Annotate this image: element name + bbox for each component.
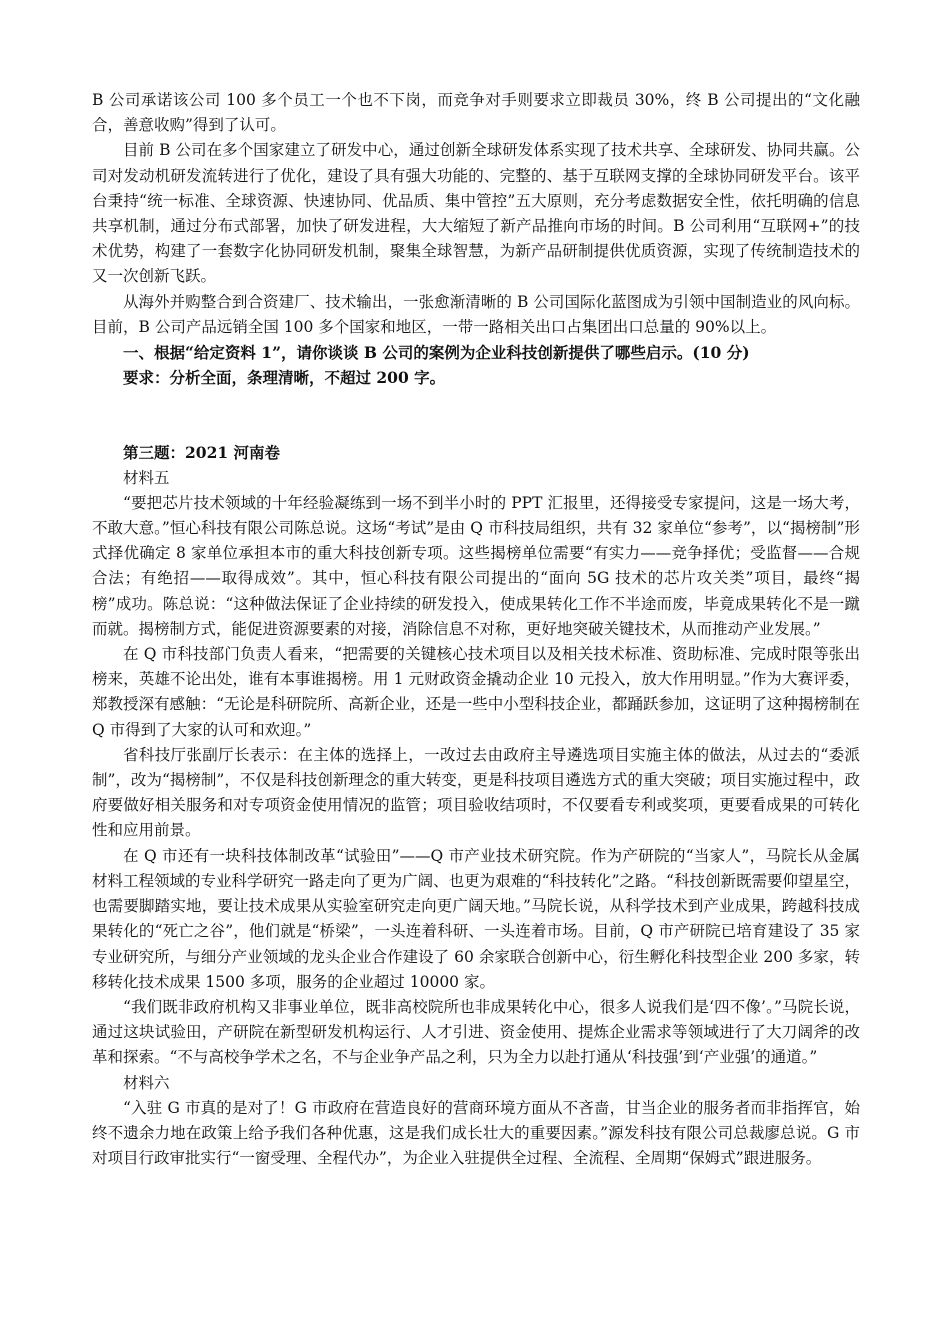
question-1-requirement: 要求：分析全面，条理清晰，不超过 200 字。 [123, 368, 446, 388]
question-1: 一、根据“给定资料 1”，请你谈谈 B 公司的案例为企业科技创新提供了哪些启示。(10 分) [123, 343, 750, 363]
paragraph-b-commitment: B 公司承诺该公司 100 多个员工一个也不下岗，而竞争对手则要求立即裁员 30%，终 B 公司提出的“文化融合，善意收购”得到了认可。 [92, 91, 860, 135]
material-5-paragraph-2: 在 Q 市科技部门负责人看来，“把需要的关键核心技术项目以及相关技术标准、资助标准、完成时限等张出榜来，英雄不论出处，谁有本事谁揭榜。用 1 元财政资金撬动企业 10 元投入，放大作用明显。”作为大赛评委，郑教授深有感触：“无论是科研院所、高新企业，还是一些中小型科技企业，都踊跃参加，这证明了这种揭榜制在 Q 市得到了大家的认可和欢迎。” [92, 645, 860, 739]
material-5-paragraph-5: “我们既非政府机构又非事业单位，既非高校院所也非成果转化中心，很多人说我们是‘四不像’。”马院长说，通过这块试验田，产研院在新型研发机构运行、人才引进、资金使用、提炼企业需求等领域进行了大刀阔斧的改革和探索。“不与高校争学术之名，不与企业争产品之利，只为全力以赴打通从‘科技强’到‘产业强’的通道。” [92, 997, 860, 1067]
material-5-paragraph-3: 省科技厅张副厅长表示：在主体的选择上，一改过去由政府主导遴选项目实施主体的做法，从过去的“委派制”，改为“揭榜制”，不仅是科技创新理念的重大转变，更是科技项目遴选方式的重大突破；项目实施过程中，政府要做好相关服务和对专项资金使用情况的监管；项目验收结项时，不仅要看专利或奖项，更要看成果的可转化性和应用前景。 [92, 745, 860, 840]
material-5-paragraph-1: “要把芯片技术领域的十年经验凝练到一场不到半小时的 PPT 汇报里，还得接受专家提问，这是一场大考，不敢大意。”恒心科技有限公司陈总说。这场“考试”是由 Q 市科技局组织，共有 32 家单位“参考”，以“揭榜制”形式择优确定 8 家单位承担本市的重大科技创新专项。这些揭榜单位需要“有实力——竞争择优；受监督——合规合法；有绝招——取得成效”。其中，恒心科技有限公司提出的“面向 5G 技术的芯片攻关类”项目，最终“揭榜”成功。陈总说：“这种做法保证了企业持续的研发投入，使成果转化工作不半途而废，毕竟成果转化不是一蹴而就。揭榜制方式，能促进资源要素的对接，消除信息不对称，更好地突破关键技术，从而推动产业发展。” [92, 493, 860, 638]
material-5-label: 材料五 [123, 468, 170, 487]
section-spacer [92, 390, 860, 440]
paragraph-b-rnd: 目前 B 公司在多个国家建立了研发中心，通过创新全球研发体系实现了技术共享、全球研发、协同共赢。公司对发动机研发流转进行了优化，建设了具有强大功能的、完整的、基于互联网支撑的全球协同研发平台。该平台秉持“统一标准、全球资源、快速协同、优品质、集中管控”五大原则，充分考虑数据安全性，依托明确的信息共享机制，通过分布式部署，加快了研发进程，大大缩短了新产品推向市场的时间。B 公司利用“互联网+”的技术优势，构建了一套数字化协同研发机制，聚集全球智慧，为新产品研制提供优质资源，实现了传统制造技术的又一次创新飞跃。 [92, 141, 860, 286]
material-5-paragraph-4: 在 Q 市还有一块科技体制改革“试验田”——Q 市产业技术研究院。作为产研院的“当家人”，马院长从金属材料工程领域的专业科学研究一路走向了更为广阔、也更为艰难的“科技转化”之路。“科技创新既需要仰望星空，也需要脚踏实地，要让技术成果从实验室研究走向更广阔天地。”马院长说，从科学技术到产业成果，跨越科技成果转化的“死亡之谷”，他们就是“桥梁”，一头连着科研、一头连着市场。目前，Q 市产研院已培育建设了 35 家专业研究所，与细分产业领域的龙头企业合作建设了 60 余家联合创新中心，衍生孵化科技型企业 200 多家，转移转化技术成果 1500 多项，服务的企业超过 10000 家。 [92, 846, 860, 991]
material-6-label: 材料六 [123, 1073, 170, 1092]
paragraph-b-international: 从海外并购整合到合资建厂、技术输出，一张愈渐清晰的 B 公司国际化蓝图成为引领中国制造业的风向标。目前，B 公司产品远销全国 100 多个国家和地区，一带一路相关出口占集团出口总量的 90%以上。 [92, 292, 860, 336]
document-page [92, 88, 860, 1171]
material-6-paragraph-1: “入驻 G 市真的是对了！G 市政府在营造良好的营商环境方面从不吝啬，甘当企业的服务者而非指挥官，始终不遗余力地在政策上给予我们各种优惠，这是我们成长壮大的重要因素。”源发科技有限公司总裁廖总说。G 市对项目行政审批实行“一窗受理、全程代办”，为企业入驻提供全过程、全流程、全周期“保姆式”跟进服务。 [92, 1098, 860, 1168]
section-heading: 第三题：2021 河南卷 [123, 443, 281, 463]
